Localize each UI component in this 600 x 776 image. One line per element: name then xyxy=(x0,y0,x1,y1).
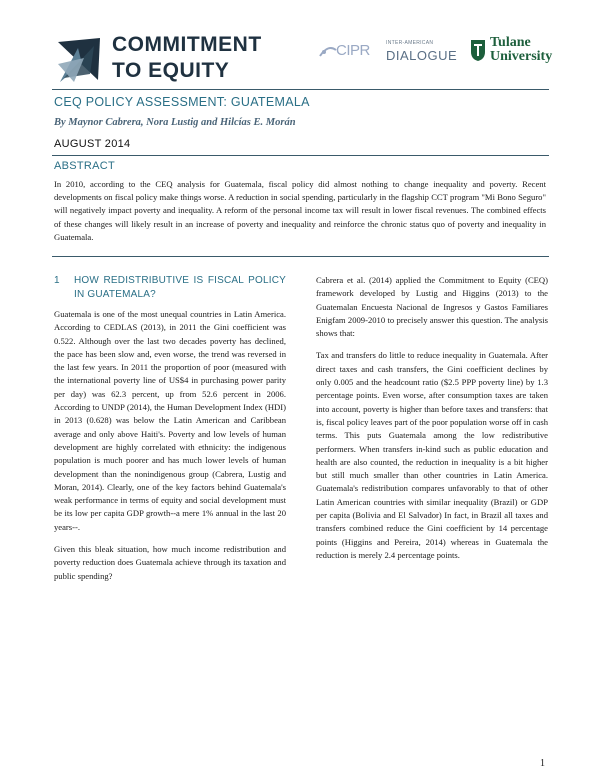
date-rule xyxy=(52,155,549,156)
ceq-mark-icon xyxy=(54,34,104,86)
section-title: HOW REDISTRIBUTIVE IS FISCAL POLICY IN GUATEMALA? xyxy=(74,275,286,300)
authors: By Maynor Cabrera, Nora Lustig and Hilcías E. Morán xyxy=(54,117,296,128)
paragraph: Cabrera et al. (2014) applied the Commitment to Equity (CEQ) framework developed by Lustig and Higgins (2013) to the Guatemalan Encuesta Nacional de Ingresos y Gastos Familiares Enigfam 2009-2010 to precisely answer this question. The analysis shows that: xyxy=(316,275,548,339)
publication-date: AUGUST 2014 xyxy=(54,138,131,150)
iad-small-text: INTER-AMERICAN xyxy=(386,40,434,46)
paragraph: Tax and transfers do little to reduce inequality in Guatemala. After direct taxes and cash transfers, the Gini coefficient declines by only 0.005 and the headcount ratio ($2.5 PPP poverty line) by 1.3 percentage points. Even worse, after consumption taxes are taken into account, poverty is higher than before taxes and transfers: that is, fiscal policy leaves part of the poor population worse off in cash terms. This puts Guatemala among the low redistributive performers. When transfers in-kind such as public education and health are also counted, the reduction in inequality is a bit higher but still much smaller than other countries in Latin America. Guatemala's redistribution compares unfavorably to that of other Latin American countries with similar inequality (Brazil) or GDP per capita (Bolivia and El Salvador) In fact, in Brazil all taxes and transfers combined reduce the Gini coefficient by 14 percentage points (Higgins and Pereira, 2014) whereas in Guatemala the reduction is merely 2.4 percentage points. xyxy=(316,350,548,560)
left-column xyxy=(54,274,286,592)
abstract-rule xyxy=(52,256,549,257)
ceq-logo-line1: COMMITMENT xyxy=(112,33,262,56)
iad-big-text: DIALOGUE xyxy=(386,48,458,63)
ceq-logo-line2: TO EQUITY xyxy=(112,59,230,82)
page-number: 1 xyxy=(540,758,545,769)
cipr-logo xyxy=(318,40,384,66)
paragraph: Given this bleak situation, how much income redistribution and poverty reduction does Guatemala achieve through its taxation and public spending? xyxy=(54,544,286,581)
cipr-text: CIPR xyxy=(336,42,370,59)
section-heading xyxy=(54,274,286,302)
page-header xyxy=(0,0,600,88)
section-number: 1 xyxy=(54,275,60,286)
cipr-swoosh-icon xyxy=(318,42,338,62)
header-rule xyxy=(52,89,549,90)
page-title: CEQ POLICY ASSESSMENT: GUATEMALA xyxy=(54,95,310,109)
tulane-text: Tulane University xyxy=(490,35,553,64)
abstract-heading: ABSTRACT xyxy=(54,160,116,172)
ceq-logo xyxy=(54,30,304,88)
abstract-body: In 2010, according to the CEQ analysis for Guatemala, fiscal policy did almost nothing to change inequality and poverty. Recent developments on fiscal policy make things worse. A reduction in social spending, particularly in the flagship CCT program "Mi Bono Seguro" will negatively impact poverty and inequality. A reform of the personal income tax will result in lower fiscal revenues. The combined effects of these changes will likely result in an increase of poverty and inequality and reinforce the chronic status quo of poverty and inequality in Guatemala. xyxy=(54,179,546,242)
tulane-shield-icon xyxy=(470,38,486,62)
inter-american-dialogue-logo xyxy=(386,40,468,70)
tulane-logo xyxy=(470,36,580,68)
right-column xyxy=(316,274,548,571)
paragraph: Guatemala is one of the most unequal countries in Latin America. According to CEDLAS (2013), in 2011 the Gini coefficient was 0.522. Although over the last two decades poverty has declined, the pace has been slow and, even worse, the trend was reversed in the last few years. In 2011 the proportion of poor (measured with the international poverty line of US$4 in purchasing power parity per day) was 62.3 percent, up from 52.6 percent in 2006. According to UNDP (2014), the Human Development Index (HDI) in 2013 (0.628) was below the Latin American and Caribbean average and only above Haiti's. Poverty and low levels of human development are highly correlated with ethnicity: the indigenous population is much poorer and has much lower levels of human development than the nonindigenous group (Cabrera, Lustig and Moran, 2014). Clearly, one of the key factors behind Guatemala's weak performance in terms of equity and social development must be its low per capita GDP growth--a mere 1% annual in the last 20 years--. xyxy=(54,309,286,532)
